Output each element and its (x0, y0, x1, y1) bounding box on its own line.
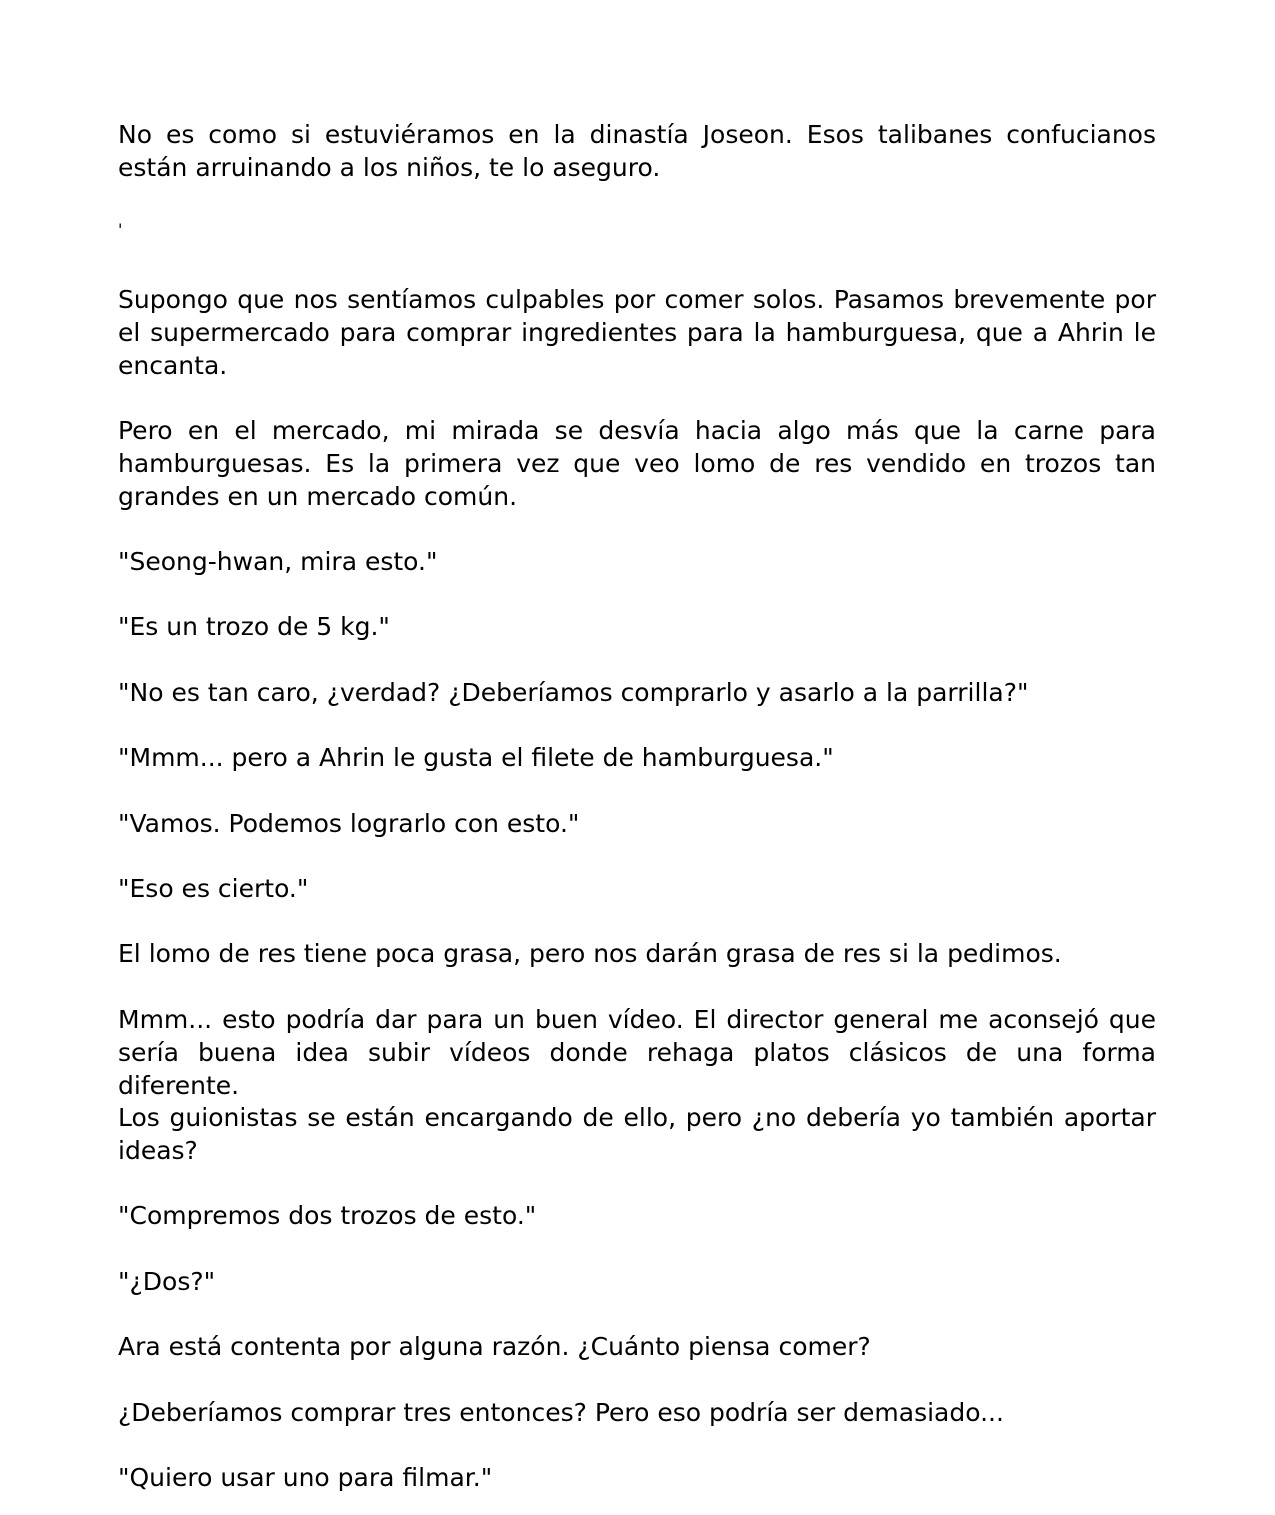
paragraph-2: Supongo que nos sentíamos culpables por comer solos. Pasamos brevemente por el supermercado para comprar ingredientes para la hamburguesa, que a Ahrin le encanta. (118, 285, 1156, 380)
stray-mark: ' (118, 220, 123, 239)
paragraph-4: "Seong-hwan, mira esto." (118, 547, 438, 576)
paragraph-16: ¿Deberíamos comprar tres entonces? Pero eso podría ser demasiado... (118, 1398, 1004, 1427)
paragraph-9: "Eso es cierto." (118, 874, 309, 903)
paragraph-12: Los guionistas se están encargando de ello, pero ¿no debería yo también aportar ideas? (118, 1103, 1156, 1165)
paragraph-6: "No es tan caro, ¿verdad? ¿Deberíamos comprarlo y asarlo a la parrilla?" (118, 678, 1029, 707)
paragraph-14: "¿Dos?" (118, 1267, 216, 1296)
paragraph-3: Pero en el mercado, mi mirada se desvía hacia algo más que la carne para hamburguesas. Es la primera vez que veo lomo de res vendido en trozos tan grandes en un mercado común. (118, 416, 1156, 511)
paragraph-15: Ara está contenta por alguna razón. ¿Cuánto piensa comer? (118, 1332, 871, 1361)
paragraph-1: No es como si estuviéramos en la dinastía Joseon. Esos talibanes confucianos están arruinando a los niños, te lo aseguro. (118, 120, 1156, 182)
paragraph-10: El lomo de res tiene poca grasa, pero nos darán grasa de res si la pedimos. (118, 939, 1062, 968)
paragraph-13: "Compremos dos trozos de esto." (118, 1201, 537, 1230)
paragraph-11: Mmm... esto podría dar para un buen vídeo. El director general me aconsejó que sería buena idea subir vídeos donde rehaga platos clásicos de una forma diferente. (118, 1005, 1156, 1100)
paragraph-7: "Mmm... pero a Ahrin le gusta el filete de hamburguesa." (118, 743, 834, 772)
paragraph-5: "Es un trozo de 5 kg." (118, 612, 390, 641)
paragraph-17: "Quiero usar uno para filmar." (118, 1463, 493, 1492)
paragraph-8: "Vamos. Podemos lograrlo con esto." (118, 809, 580, 838)
